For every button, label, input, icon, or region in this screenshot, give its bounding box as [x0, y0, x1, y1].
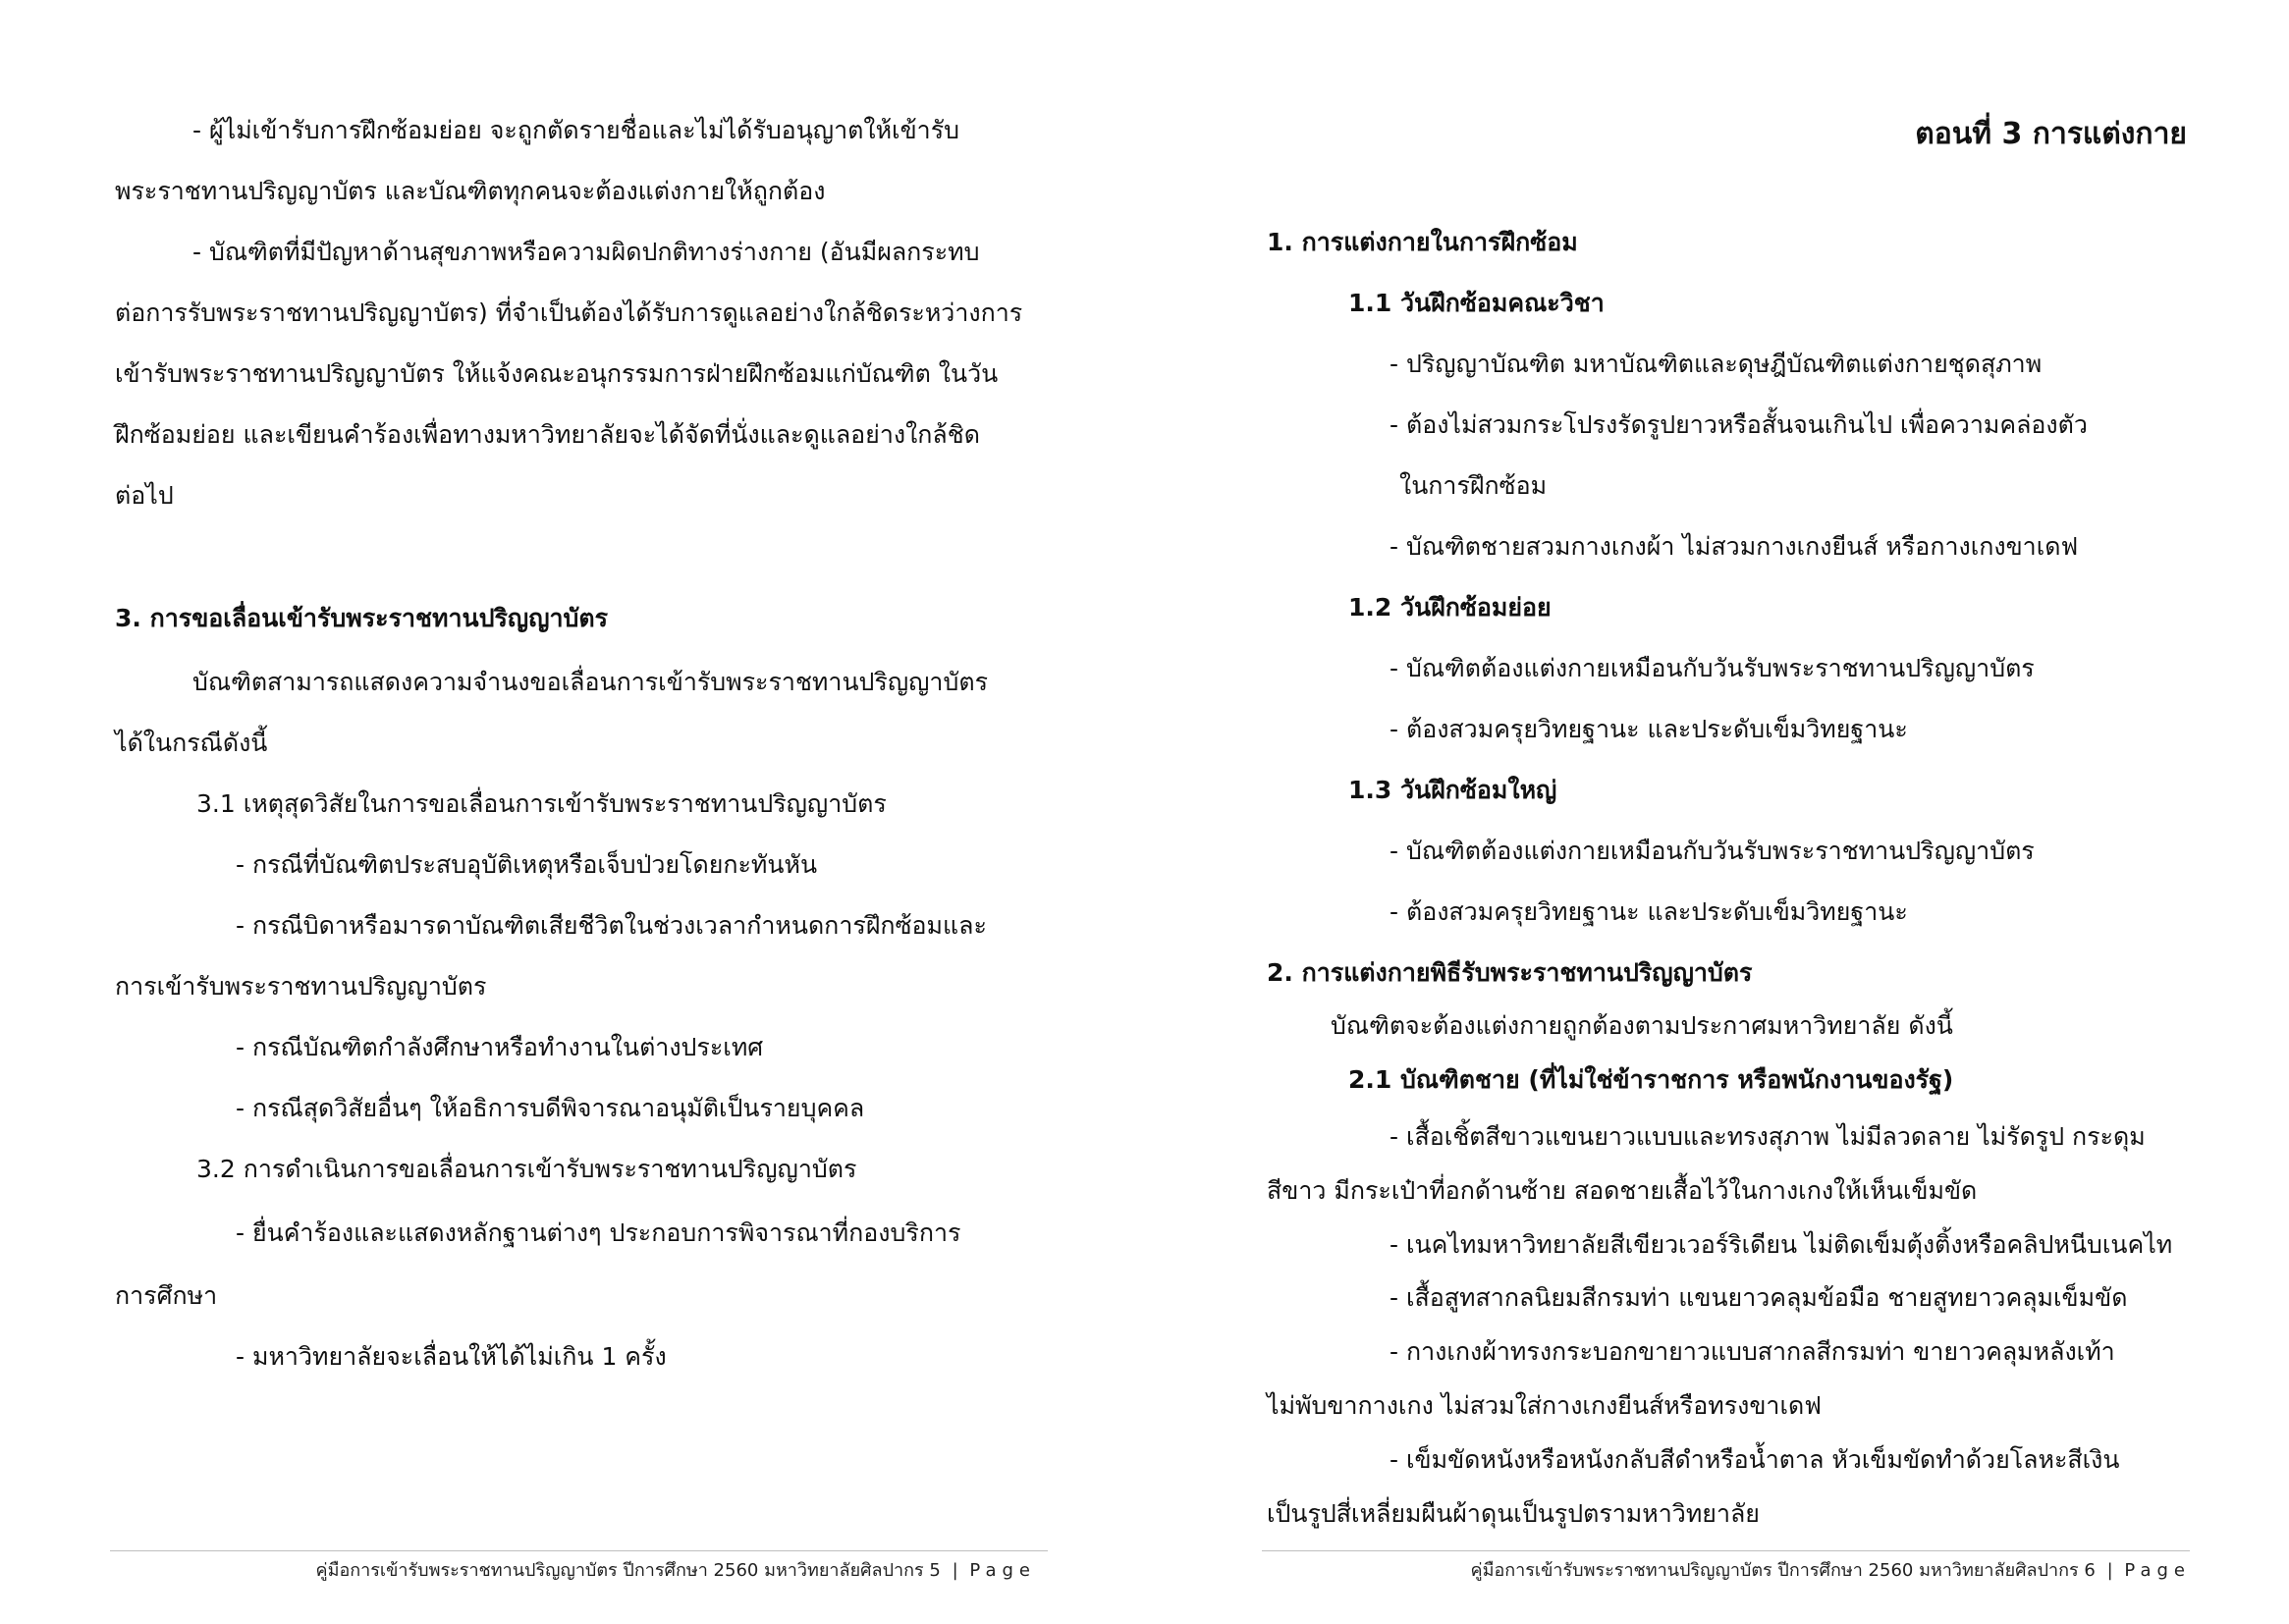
footer-rule: [110, 1550, 1048, 1551]
footer-title: คู่มือการเข้ารับพระราชทานปริญญาบัตร ปีการศึกษา 2560 มหาวิทยาลัยศิลปากร: [1470, 1560, 2079, 1581]
list-item: - เนคไทมหาวิทยาลัยสีเขียวเวอร์ริเดียน ไม่ติดเข็มตุ้งติ้งหรือคลิปหนีบเนคไท: [1390, 1230, 2173, 1259]
page-footer: [1471, 1559, 2191, 1583]
subsection-title: 1.2 วันฝึกซ้อมย่อย: [1348, 593, 1552, 622]
section-heading: 2. การแต่งกายพิธีรับพระราชทานปริญญาบัตร: [1267, 958, 1753, 987]
list-item: - บัณฑิตต้องแต่งกายเหมือนกับวันรับพระราชทานปริญญาบัตร: [1390, 654, 2035, 682]
list-item: - มหาวิทยาลัยจะเลื่อนให้ได้ไม่เกิน 1 ครั้ง: [236, 1342, 667, 1371]
left-page: [0, 0, 1144, 1624]
paragraph-line: - บัณฑิตที่มีปัญหาด้านสุขภาพหรือความผิดปกติทางร่างกาย (อันมีผลกระทบ: [192, 238, 980, 266]
list-item: - ต้องไม่สวมกระโปรงรัดรูปยาวหรือสั้นจนเกินไป เพื่อความคล่องตัว: [1390, 410, 2088, 439]
page-footer: [316, 1559, 1036, 1583]
list-item: - ยื่นคำร้องและแสดงหลักฐานต่างๆ ประกอบการพิจารณาที่กองบริการ: [236, 1218, 961, 1247]
list-item: - เข็มขัดหนังหรือหนังกลับสีดำหรือน้ำตาล หัวเข็มขัดทำด้วยโลหะสีเงิน: [1390, 1445, 2120, 1474]
subsection-title: 3.1 เหตุสุดวิสัยในการขอเลื่อนการเข้ารับพระราชทานปริญญาบัตร: [196, 789, 887, 818]
footer-separator: |: [2106, 1560, 2113, 1581]
list-item-continuation: ไม่พับขากางเกง ไม่สวมใส่กางเกงยีนส์หรือทรงขาเดฟ: [1267, 1391, 1822, 1420]
subsection-title: 1.3 วันฝึกซ้อมใหญ่: [1348, 776, 1557, 804]
list-item: - กรณีที่บัณฑิตประสบอุบัติเหตุหรือเจ็บป่วยโดยกะทันหัน: [236, 850, 818, 879]
list-item: - ปริญญาบัณฑิต มหาบัณฑิตและดุษฎีบัณฑิตแต่งกายชุดสุภาพ: [1390, 350, 2043, 378]
footer-separator: |: [952, 1560, 958, 1581]
list-item-continuation: การเข้ารับพระราชทานปริญญาบัตร: [115, 972, 487, 1001]
paragraph-line: ต่อไป: [115, 481, 174, 510]
list-item: - เสื้อสูทสากลนิยมสีกรมท่า แขนยาวคลุมข้อมือ ชายสูทยาวคลุมเข็มขัด: [1390, 1283, 2128, 1312]
chapter-title: ตอนที่ 3 การแต่งกาย: [1915, 117, 2187, 151]
list-item: - กรณีบิดาหรือมารดาบัณฑิตเสียชีวิตในช่วงเวลากำหนดการฝึกซ้อมและ: [236, 911, 987, 940]
footer-rule: [1262, 1550, 2190, 1551]
list-item: - ต้องสวมครุยวิทยฐานะ และประดับเข็มวิทยฐานะ: [1390, 897, 1908, 926]
footer-title: คู่มือการเข้ารับพระราชทานปริญญาบัตร ปีการศึกษา 2560 มหาวิทยาลัยศิลปากร: [315, 1560, 924, 1581]
paragraph-line: เข้ารับพระราชทานปริญญาบัตร ให้แจ้งคณะอนุกรรมการฝ่ายฝึกซ้อมแก่บัณฑิต ในวัน: [115, 359, 999, 388]
subsection-title: 2.1 บัณฑิตชาย (ที่ไม่ใช่ข้าราชการ หรือพนักงานของรัฐ): [1348, 1065, 1954, 1094]
list-item: - กรณีสุดวิสัยอื่นๆ ให้อธิการบดีพิจารณาอนุมัติเป็นรายบุคคล: [236, 1094, 865, 1122]
list-item-continuation: สีขาว มีกระเป๋าที่อกด้านซ้าย สอดชายเสื้อไว้ในกางเกงให้เห็นเข็มขัด: [1267, 1176, 1978, 1205]
list-item-continuation: ในการฝึกซ้อม: [1399, 471, 1548, 500]
paragraph-line: ต่อการรับพระราชทานปริญญาบัตร) ที่จำเป็นต้องได้รับการดูแลอย่างใกล้ชิดระหว่างการ: [115, 298, 1023, 327]
section-heading: 3. การขอเลื่อนเข้ารับพระราชทานปริญญาบัตร: [115, 604, 609, 632]
subsection-title: 1.1 วันฝึกซ้อมคณะวิชา: [1348, 289, 1605, 317]
page-number: 5: [929, 1560, 941, 1581]
section-heading: 1. การแต่งกายในการฝึกซ้อม: [1267, 228, 1578, 256]
paragraph-line: ได้ในกรณีดังนี้: [115, 729, 268, 757]
subsection-title: 3.2 การดำเนินการขอเลื่อนการเข้ารับพระราชทานปริญญาบัตร: [196, 1155, 857, 1183]
list-item: - บัณฑิตชายสวมกางเกงผ้า ไม่สวมกางเกงยีนส์ หรือกางเกงขาเดฟ: [1390, 532, 2079, 561]
list-item-continuation: เป็นรูปสี่เหลี่ยมผืนผ้าดุนเป็นรูปตรามหาวิทยาลัย: [1267, 1499, 1760, 1528]
list-item: - กรณีบัณฑิตกำลังศึกษาหรือทำงานในต่างประเทศ: [236, 1033, 764, 1061]
list-item: - ต้องสวมครุยวิทยฐานะ และประดับเข็มวิทยฐานะ: [1390, 715, 1908, 743]
paragraph-line: ฝึกซ้อมย่อย และเขียนคำร้องเพื่อทางมหาวิทยาลัยจะได้จัดที่นั่งและดูแลอย่างใกล้ชิด: [115, 420, 980, 449]
paragraph-line: บัณฑิตจะต้องแต่งกายถูกต้องตามประกาศมหาวิทยาลัย ดังนี้: [1331, 1011, 1953, 1040]
paragraph-line: พระราชทานปริญญาบัตร และบัณฑิตทุกคนจะต้องแต่งกายให้ถูกต้อง: [115, 177, 826, 205]
list-item: - บัณฑิตต้องแต่งกายเหมือนกับวันรับพระราชทานปริญญาบัตร: [1390, 837, 2035, 865]
footer-page-word: Page: [2124, 1560, 2191, 1581]
right-page: [1144, 0, 2289, 1624]
list-item: - กางเกงผ้าทรงกระบอกขายาวแบบสากลสีกรมท่า ขายาวคลุมหลังเท้า: [1390, 1337, 2115, 1366]
footer-page-word: Page: [969, 1560, 1036, 1581]
list-item: - เสื้อเชิ้ตสีขาวแขนยาวแบบและทรงสุภาพ ไม่มีลวดลาย ไม่รัดรูป กระดุม: [1390, 1122, 2146, 1151]
list-item-continuation: การศึกษา: [115, 1281, 218, 1310]
paragraph-line: - ผู้ไม่เข้ารับการฝึกซ้อมย่อย จะถูกตัดรายชื่อและไม่ได้รับอนุญาตให้เข้ารับ: [192, 116, 960, 144]
paragraph-line: บัณฑิตสามารถแสดงความจำนงขอเลื่อนการเข้ารับพระราชทานปริญญาบัตร: [192, 668, 988, 696]
page-number: 6: [2084, 1560, 2096, 1581]
